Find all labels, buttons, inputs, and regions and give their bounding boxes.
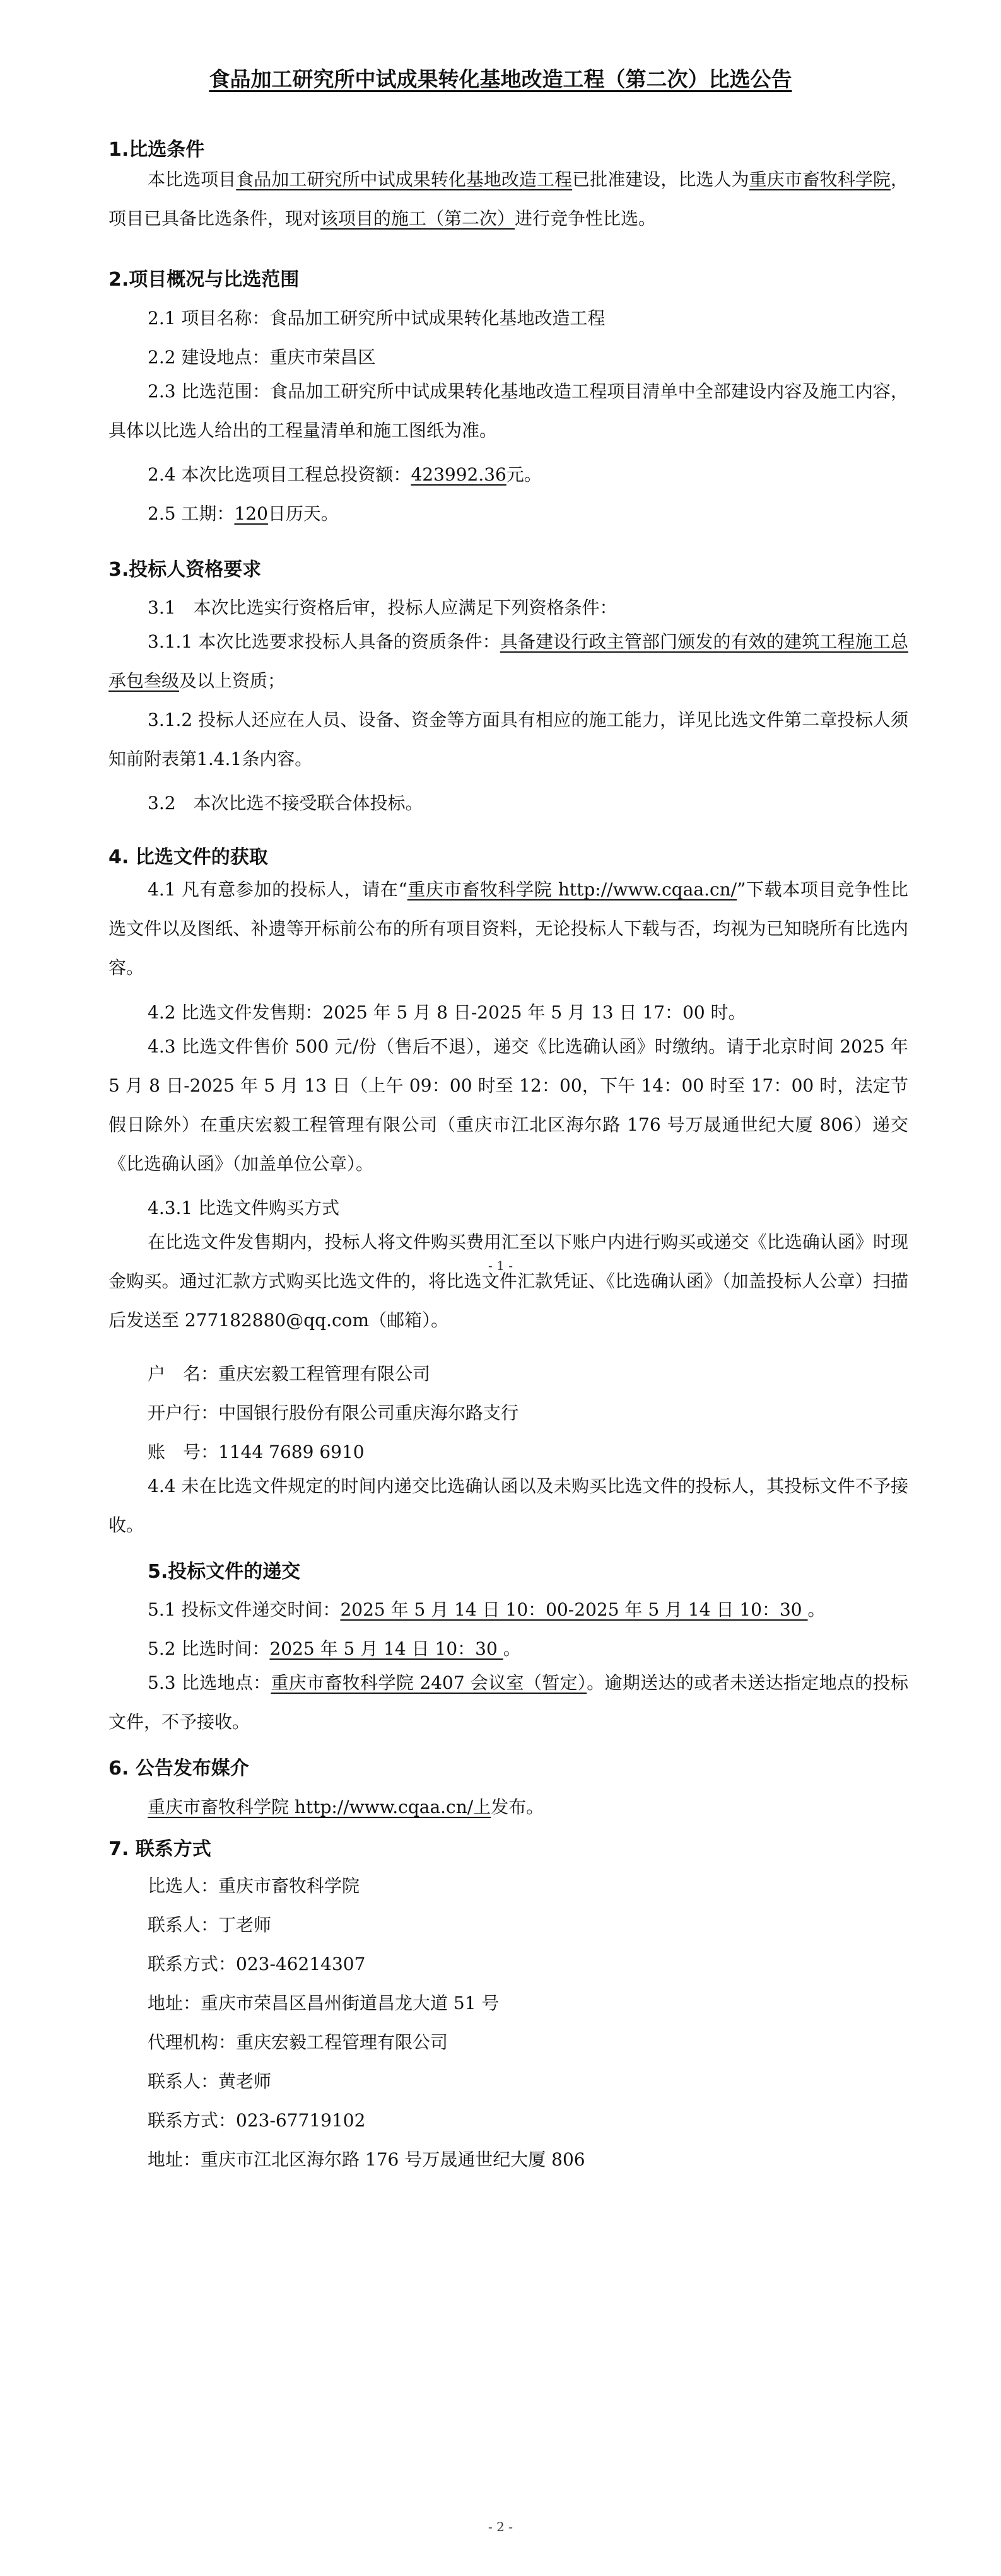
item-4-3: 4.3 比选文件售价 500 元/份（售后不退），递交《比选确认函》时缴纳。请于北京时间 2025 年 5 月 8 日-2025 年 5 月 13 日（上午 09：00 时至 12：00，下午 14：00 时至 17：00 时，法定节假日除外）在重庆宏毅工程管理有限公司（重庆市江北区海尔路 176 号万晟通世纪大厦 806）递交《比选确认函》（加盖单位公章）。 [108, 1036, 908, 1174]
selection-location: 重庆市畜牧科学院 2407 会议室（暂定） [271, 1672, 587, 1693]
account-bank: 开户行：中国银行股份有限公司重庆海尔路支行 [148, 1402, 519, 1423]
owner-name: 重庆市畜牧科学院 [749, 169, 891, 190]
section-1-paragraph: 本比选项目食品加工研究所中试成果转化基地改造工程已批准建设，比选人为重庆市畜牧科学院，项目已具备比选条件，现对该项目的施工（第二次）进行竞争性比选。 [108, 169, 908, 229]
qualification-requirement: 具备建设行政主管部门颁发的有效的建筑工程施工总承包叁级 [108, 631, 908, 691]
contact-person-1: 联系人：丁老师 [148, 1915, 272, 1935]
item-2-1: 2.1 项目名称：食品加工研究所中试成果转化基地改造工程 [148, 308, 606, 329]
selection-scope: 该项目的施工（第二次） [320, 208, 515, 229]
item-4-4: 4.4 未在比选文件规定的时间内递交比选确认函以及未购买比选文件的投标人，其投标文件不予接收。 [108, 1476, 908, 1536]
account-number: 账 号：1144 7689 6910 [148, 1442, 365, 1462]
item-2-3: 2.3 比选范围：食品加工研究所中试成果转化基地改造工程项目清单中全部建设内容及施工内容，具体以比选人给出的工程量清单和施工图纸为准。 [108, 381, 908, 441]
item-3-1-1: 3.1.1 本次比选要求投标人具备的资质条件：具备建设行政主管部门颁发的有效的建筑工程施工总承包叁级及以上资质； [108, 631, 908, 691]
section-5-heading: 5.投标文件的递交 [148, 1561, 301, 1583]
item-3-2: 3.2 本次比选不接受联合体投标。 [148, 793, 423, 813]
document-title: 食品加工研究所中试成果转化基地改造工程（第二次）比选公告 [209, 67, 792, 91]
contact-phone-2: 联系方式：023-67719102 [148, 2110, 366, 2131]
item-4-3-1-paragraph: 在比选文件发售期内，投标人将文件购买费用汇至以下账户内进行购买或递交《比选确认函》时现金购买。通过汇款方式购买比选文件的，将比选文件汇款凭证、《比选确认函》（加盖投标人公章）扫描后发送至 277182880@qq.com（邮箱）。 [108, 1232, 908, 1331]
account-name: 户 名：重庆宏毅工程管理有限公司 [148, 1363, 431, 1384]
section-6-heading: 6. 公告发布媒介 [108, 1757, 249, 1780]
item-2-4: 2.4 本次比选项目工程总投资额：423992.36元。 [148, 464, 542, 485]
item-4-3-1: 4.3.1 比选文件购买方式 [148, 1198, 340, 1218]
selection-time: 2025 年 5 月 14 日 10：30 [269, 1638, 503, 1659]
publish-media: 重庆市畜牧科学院 http://www.cqaa.cn/上发布。 [148, 1797, 544, 1817]
item-3-1: 3.1 本次比选实行资格后审，投标人应满足下列资格条件： [148, 597, 618, 618]
investment-amount: 423992.36 [411, 464, 506, 485]
page-number-1: - 1 - [488, 1258, 513, 1273]
section-3-heading: 3.投标人资格要求 [108, 559, 262, 581]
item-5-3: 5.3 比选地点：重庆市畜牧科学院 2407 会议室（暂定）。逾期送达的或者未送达指定地点的投标文件，不予接收。 [108, 1672, 908, 1732]
contact-person-2: 联系人：黄老师 [148, 2071, 272, 2092]
submission-time: 2025 年 5 月 14 日 10：00-2025 年 5 月 14 日 10：30 [340, 1599, 808, 1620]
item-2-2: 2.2 建设地点：重庆市荣昌区 [148, 347, 376, 368]
contact-agency: 代理机构：重庆宏毅工程管理有限公司 [148, 2032, 448, 2053]
item-5-2: 5.2 比选时间：2025 年 5 月 14 日 10：30 。 [148, 1638, 521, 1659]
section-4-heading: 4. 比选文件的获取 [108, 846, 268, 868]
duration-days: 120 [234, 503, 268, 524]
project-name: 食品加工研究所中试成果转化基地改造工程 [236, 169, 573, 190]
publish-site-link[interactable]: 重庆市畜牧科学院 http://www.cqaa.cn/上 [148, 1797, 491, 1817]
section-1-heading: 1.比选条件 [108, 139, 205, 161]
section-7-heading: 7. 联系方式 [108, 1838, 211, 1860]
contact-selector: 比选人：重庆市畜牧科学院 [148, 1875, 360, 1896]
download-site-link[interactable]: 重庆市畜牧科学院 http://www.cqaa.cn/ [407, 879, 737, 900]
contact-address-2: 地址：重庆市江北区海尔路 176 号万晟通世纪大厦 806 [148, 2149, 585, 2170]
contact-phone-1: 联系方式：023-46214307 [148, 1954, 366, 1974]
item-2-5: 2.5 工期：120日历天。 [148, 503, 339, 524]
section-2-heading: 2.项目概况与比选范围 [108, 269, 300, 291]
page-number-2: - 2 - [488, 2519, 513, 2534]
item-4-1: 4.1 凡有意参加的投标人，请在“重庆市畜牧科学院 http://www.cqaa.cn/”下载本项目竞争性比选文件以及图纸、补遗等开标前公布的所有项目资料，无论投标人下载与否，均视为已知晓所有比选内容。 [108, 879, 908, 978]
contact-address-1: 地址：重庆市荣昌区昌州街道昌龙大道 51 号 [148, 1993, 500, 2014]
item-5-1: 5.1 投标文件递交时间：2025 年 5 月 14 日 10：00-2025 年 5 月 14 日 10：30 。 [148, 1599, 826, 1620]
item-4-2: 4.2 比选文件发售期：2025 年 5 月 8 日-2025 年 5 月 13 日 17：00 时。 [148, 1002, 746, 1023]
item-3-1-2: 3.1.2 投标人还应在人员、设备、资金等方面具有相应的施工能力，详见比选文件第二章投标人须知前附表第1.4.1条内容。 [108, 709, 908, 769]
